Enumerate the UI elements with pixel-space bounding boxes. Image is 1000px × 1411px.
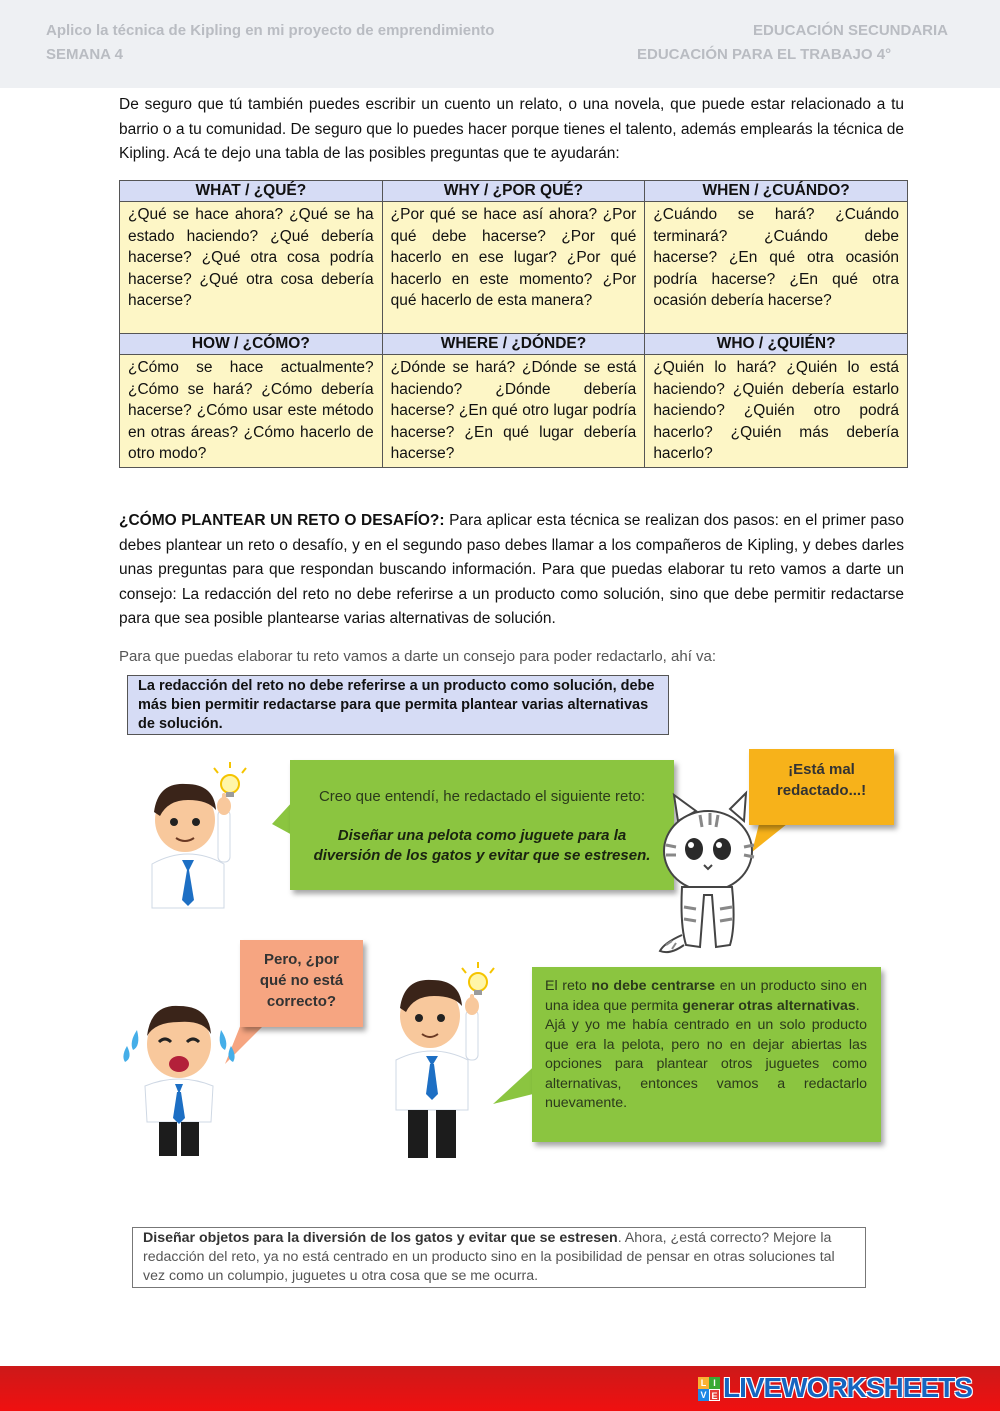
man-explaining-illustration xyxy=(378,960,508,1160)
cat-line2: redactado...! xyxy=(776,782,867,799)
challenge-body: Para aplicar esta técnica se realizan dos pasos: en el primer paso debes plantear un reto o desafío, y en el segundo paso debes llamar a los compañeros de Kipling, y debes darles unas preguntas para que respondan buscando información. Para que puedas elaborar tu reto vamos a darte un consejo: La redacción del reto no debe referirse a un producto como solución, sino que debe permitir redactarse para que sea posible plantearse varias alternativas de solución. xyxy=(119,512,904,627)
advice-box: La redacción del reto no debe referirse a un producto como solución, debe más bien permitir redactarse para que permita plantear varias alternativas de solución. xyxy=(127,675,669,735)
when-header: WHEN / ¿CUÁNDO? xyxy=(645,181,908,202)
speech-bubble-cat xyxy=(749,749,894,825)
speech-bubble-explanation xyxy=(532,967,881,1142)
what-cell: ¿Qué se hace ahora? ¿Qué se ha estado haciendo? ¿Qué debería hacerse? ¿Qué otra cosa podría hacerse? ¿Qué otra cosa debería hacerse? xyxy=(120,202,383,334)
bubble1-line3: diversión de los gatos y evitar que se estresen. xyxy=(313,847,651,864)
header-week: SEMANA 4 xyxy=(46,46,123,63)
header-level: EDUCACIÓN SECUNDARIA xyxy=(753,22,949,39)
challenge-heading: ¿CÓMO PLANTEAR UN RETO O DESAFÍO?: xyxy=(119,512,445,529)
header-course: EDUCACIÓN PARA EL TRABAJO 4° xyxy=(637,46,892,63)
sad-line3: correcto? xyxy=(266,993,337,1010)
man-idea-illustration xyxy=(130,760,250,908)
speech-bubble-challenge xyxy=(290,760,674,890)
header-title: Aplico la técnica de Kipling en mi proyecto de emprendimiento xyxy=(46,22,495,39)
footer-brand[interactable]: LIVEWORKSHEETS xyxy=(723,1372,972,1403)
final-challenge-comment: . Ahora, ¿está correcto? Mejore la redacción del reto, ya no está centrado en un producto sino en la posibilidad de pensar en otras soluciones tal vez como un columpio, juguetes u otra cosa que se me ocurra. xyxy=(143,1230,835,1284)
lightbulb-icon-2 xyxy=(462,962,494,995)
cat-illustration xyxy=(660,795,760,955)
bubble1-line2: Diseñar una pelota como juguete para la xyxy=(337,827,627,844)
page-header xyxy=(0,0,1000,88)
lightbulb-icon xyxy=(214,762,246,797)
bubble3-paragraph2: Ajá y yo me había centrado en un solo producto que era la pelota, pero no en dejar abiertas las opciones para plantear otros juguetes como alternativas, entonces vamos a redactarlo nuevamente. xyxy=(545,1017,867,1111)
what-header: WHAT / ¿QUÉ? xyxy=(120,181,383,202)
why-cell: ¿Por qué se hace así ahora? ¿Por qué debe hacerse? ¿Por qué hacerlo en ese lugar? ¿Por qué hacerlo en este momento? ¿Por qué hacerlo de esta manera? xyxy=(382,202,645,334)
liveworksheets-logo-icon: L I V E xyxy=(698,1377,720,1401)
who-cell: ¿Quién lo hará? ¿Quién lo está haciendo? ¿Quién debería estarlo haciendo? ¿Quién otro podrá hacerlo? ¿Quién más debería hacerlo? xyxy=(645,355,908,468)
where-header: WHERE / ¿DÓNDE? xyxy=(382,334,645,355)
why-header: WHY / ¿POR QUÉ? xyxy=(382,181,645,202)
speech-bubble-question xyxy=(240,940,363,1027)
final-challenge-box xyxy=(132,1227,866,1288)
how-header: HOW / ¿CÓMO? xyxy=(120,334,383,355)
cat-line1: ¡Está mal xyxy=(788,761,855,778)
when-cell: ¿Cuándo se hará? ¿Cuándo terminará? ¿Cuándo debe hacerse? ¿En qué otra ocasión podría hacerse? ¿En qué otra ocasión debería hacerse? xyxy=(645,202,908,334)
bubble1-line1: Creo que entendí, he redactado el siguiente reto: xyxy=(318,788,646,805)
how-cell: ¿Cómo se hace actualmente? ¿Cómo se hará? ¿Cómo debería hacerse? ¿Cómo usar este método en otras áreas? ¿Cómo hacerlo de otro modo? xyxy=(120,355,383,468)
challenge-paragraph xyxy=(119,509,904,632)
intro-paragraph: De seguro que tú también puedes escribir un cuento un relato, o una novela, que puede estar relacionado a tu barrio o a tu comunidad. De seguro que lo puedes hacer porque tienes el talento, además emplearás la técnica de Kipling. Acá te dejo una tabla de las posibles preguntas que te ayudarán: xyxy=(119,96,904,162)
sad-line1: Pero, ¿por xyxy=(263,951,339,968)
sad-line2: qué no está xyxy=(259,972,344,989)
where-cell: ¿Dónde se hará? ¿Dónde se está haciendo? ¿Dónde debería hacerse? ¿En qué otro lugar podría hacerse? ¿En qué lugar debería hacerse? xyxy=(382,355,645,468)
crying-man-illustration xyxy=(115,990,245,1158)
final-challenge-statement: Diseñar objetos para la diversión de los gatos y evitar que se estresen xyxy=(143,1230,618,1246)
who-header: WHO / ¿QUIÉN? xyxy=(645,334,908,355)
kipling-table xyxy=(119,180,908,468)
bubble3-paragraph1: El reto no debe centrarse en un producto sino en una idea que permita generar otras alternativas. xyxy=(545,978,867,1014)
advice-intro: Para que puedas elaborar tu reto vamos a darte un consejo para poder redactarlo, ahí va: xyxy=(119,648,717,665)
footer-bar xyxy=(0,1366,1000,1411)
